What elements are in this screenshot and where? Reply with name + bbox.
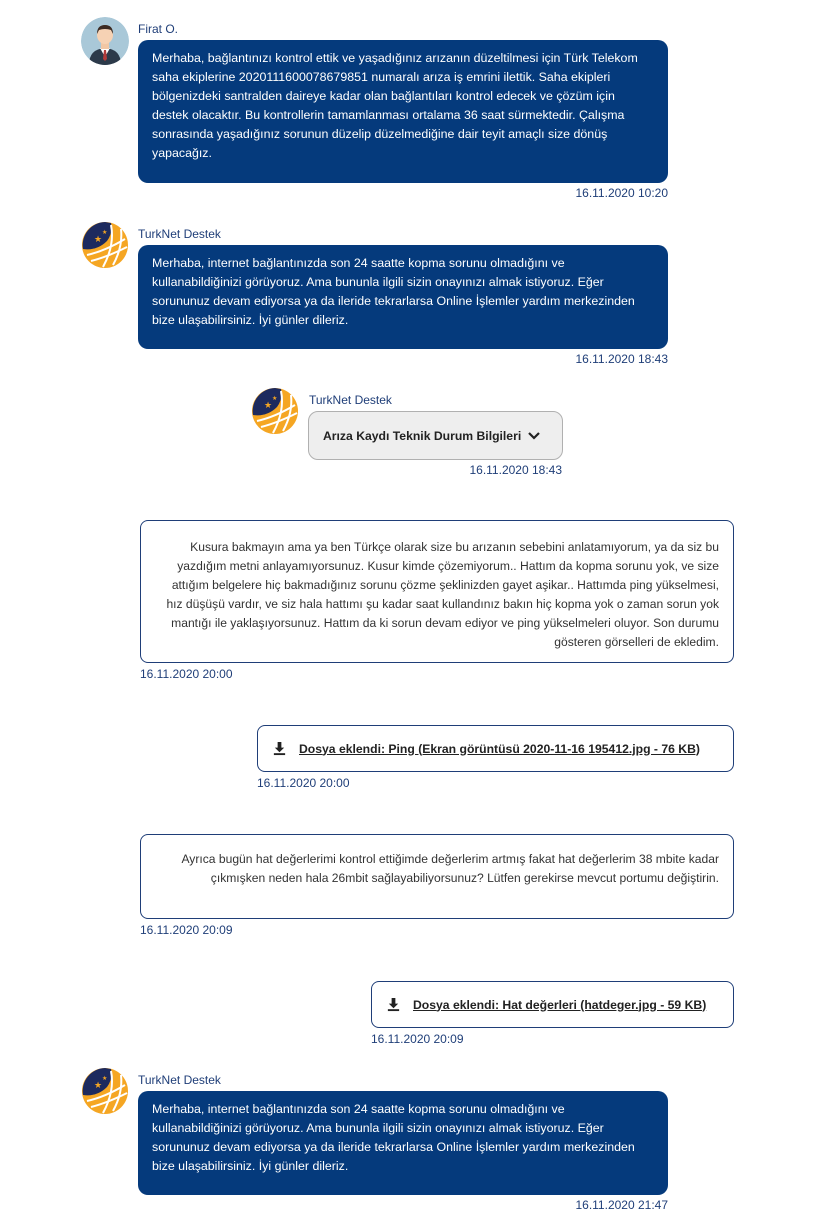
attachment-ping[interactable] [257,725,734,772]
attachment-link[interactable]: Dosya eklendi: Hat değerleri (hatdeger.jpg - 59 KB) [413,997,707,1012]
chevron-down-icon [527,431,541,441]
message-bubble: Merhaba, internet bağlantınızda son 24 saatte kopma sorunu olmadığını ve kullanabildiğinizi görüyoruz. Ama bununla ilgili sizin onayınızı almak istiyoruz. Eğer sorununuz devam ediyorsa ya da ileride tekrarlarsa Online İşlemler yardım merkezinden bize ulaşabilirsiniz. İyi günler dileriz. [138,245,668,349]
download-icon [386,997,401,1012]
message-bubble-outgoing: Ayrıca bugün hat değerlerimi kontrol ettiğimde değerlerim artmış fakat hat değerlerim 38 mbite kadar çıkmışken neden hala 26mbit sağlayabiliyorsunuz? Lütfen gerekirse mevcut portumu değiştirin. [140,834,734,919]
message-timestamp: 16.11.2020 21:47 [575,1198,668,1212]
turknet-logo-icon [251,387,299,435]
download-icon [272,741,287,756]
message-timestamp: 16.11.2020 20:09 [371,1032,464,1046]
svg-text:★: ★ [272,395,278,402]
message-bubble: Merhaba, bağlantınızı kontrol ettik ve yaşadığınız arızanın düzeltilmesi için Türk Telekom saha ekiplerine 2020111600078679851 numaralı arıza iş emrini ilettik. Saha ekipleri bölgenizdeki santralden daireye kadar olan bağlantıları kontrol edecek ve çözüm için destek olacaktır. Bu kontrollerin tamamlanması ortalama 36 saat sürmektedir. Çalışma sonrasında yaşadığınız sorunun düzelip düzelmediğine dair teyit amaçlı size dönüş yapacağız. [138,40,668,183]
attachment-hat-degerleri[interactable] [371,981,734,1028]
sender-name: Firat O. [138,22,179,36]
sender-name: TurkNet Destek [309,393,392,407]
svg-text:★: ★ [264,401,273,411]
person-avatar-icon [81,17,129,65]
message-timestamp: 16.11.2020 18:43 [575,352,668,366]
turknet-logo-icon [81,221,129,269]
brand-avatar [251,387,299,435]
toggle-label: Arıza Kaydı Teknik Durum Bilgileri [323,428,522,443]
svg-text:★: ★ [94,1081,103,1091]
svg-text:★: ★ [102,229,108,236]
attachment-link[interactable]: Dosya eklendi: Ping (Ekran görüntüsü 2020-11-16 195412.jpg - 76 KB) [299,741,700,756]
message-timestamp: 16.11.2020 20:09 [140,923,233,937]
turknet-logo-icon [81,1067,129,1115]
technical-status-toggle[interactable] [308,411,563,460]
message-timestamp: 16.11.2020 10:20 [575,186,668,200]
message-bubble-outgoing: Kusura bakmayın ama ya ben Türkçe olarak size bu arızanın sebebini anlatamıyorum, ya da siz bu yazdığım metni anlayamıyorsunuz. Kusur kimde çözemiyorum.. Hattım da kopma sorunu yok, ve size attığım belgelere hiç bakmadığınız sorunu çözme şeklinizden gayet aşikar.. Hattımda ping yükselmesi, hız düşüşü vardır, ve siz hala hattımı şu kadar saat kullandınız bakın hiç kopma yok o zaman sorun yok mantığı ile yaklaşıyorsunuz. Hattım da ki sorun devam ediyor ve ping yükselmeleri oluyor. Son durumu gösteren görselleri de ekledim. [140,520,734,663]
svg-text:★: ★ [102,1075,108,1082]
message-timestamp: 16.11.2020 18:43 [469,463,562,477]
agent-avatar [81,17,129,65]
sender-name: TurkNet Destek [138,227,221,241]
message-timestamp: 16.11.2020 20:00 [140,667,233,681]
message-bubble: Merhaba, internet bağlantınızda son 24 saatte kopma sorunu olmadığını ve kullanabildiğinizi görüyoruz. Ama bununla ilgili sizin onayınızı almak istiyoruz. Eğer sorununuz devam ediyorsa ya da ileride tekrarlarsa Online İşlemler yardım merkezinden bize ulaşabilirsiniz. İyi günler dileriz. [138,1091,668,1195]
sender-name: TurkNet Destek [138,1073,221,1087]
brand-avatar [81,221,129,269]
svg-text:★: ★ [94,235,103,245]
brand-avatar [81,1067,129,1115]
message-timestamp: 16.11.2020 20:00 [257,776,350,790]
